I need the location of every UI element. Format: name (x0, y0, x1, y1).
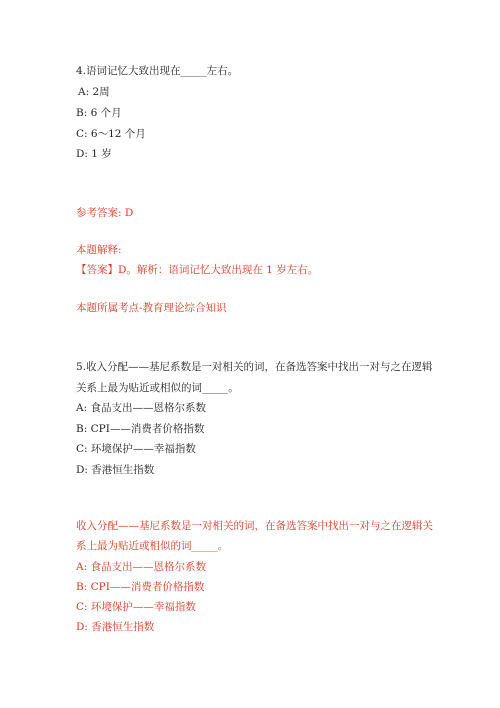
question-5-option-c: C: 环境保护——幸福指数 (76, 443, 196, 455)
explanation-title: 本题解释: (76, 244, 122, 256)
explanation-text: 【答案】D。解析：语词记忆大致出现在 1 岁左右。 (76, 264, 319, 276)
repeat-question-line-2: 系上最为贴近或相似的词_____。 (76, 540, 229, 552)
question-5-option-b: B: CPI——消费者价格指数 (76, 423, 205, 435)
repeat-option-c: C: 环境保护——幸福指数 (76, 601, 196, 613)
knowledge-point: 本题所属考点-教育理论综合知识 (76, 302, 227, 314)
question-4-option-a: A: 2周 (78, 86, 110, 98)
repeat-option-b: B: CPI——消费者价格指数 (76, 581, 205, 593)
question-5-option-a: A: 食品支出——恩格尔系数 (76, 402, 206, 414)
question-5-line-1: 5.收入分配——基尼系数是一对相关的词，在备选答案中找出一对与之在逻辑 (76, 361, 433, 373)
question-5-option-d: D: 香港恒生指数 (76, 464, 155, 476)
question-4-text: 4.语词记忆大致出现在_____左右。 (76, 65, 239, 77)
repeat-option-a: A: 食品支出——恩格尔系数 (76, 561, 206, 573)
question-4-option-b: B: 6 个月 (76, 107, 122, 119)
question-4-option-c: C: 6～12 个月 (76, 128, 146, 140)
reference-answer: 参考答案: D (76, 207, 134, 219)
repeat-option-d: D: 香港恒生指数 (76, 621, 155, 633)
repeat-question-line-1: 收入分配——基尼系数是一对相关的词，在备选答案中找出一对与之在逻辑关 (76, 520, 433, 532)
question-5-line-2: 关系上最为贴近或相似的词_____。 (76, 382, 239, 394)
question-4-option-d: D: 1 岁 (76, 148, 112, 160)
